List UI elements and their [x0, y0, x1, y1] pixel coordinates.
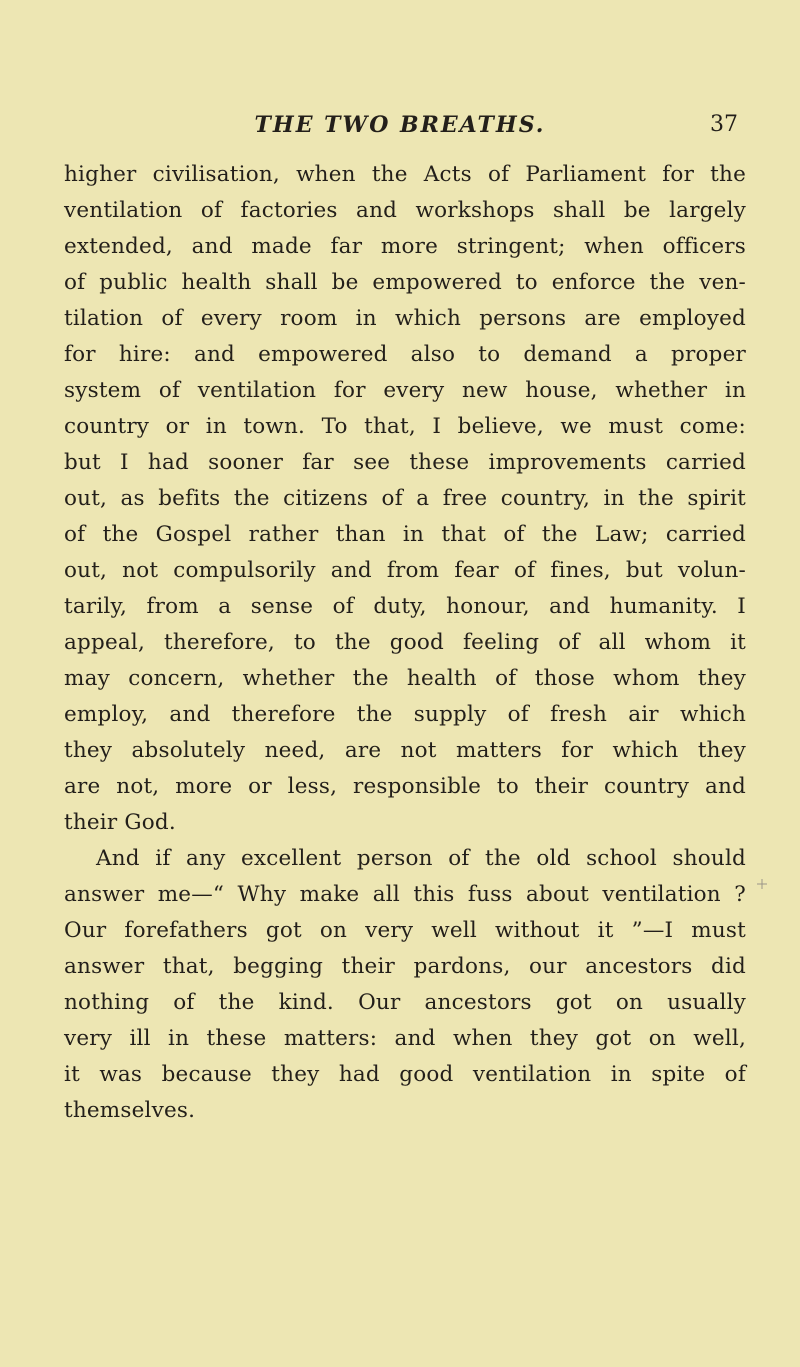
- text-line: answer me—“ Why make all this fuss about ventilation ?: [64, 882, 746, 907]
- text-line: of public health shall be empowered to enforce the ven-: [64, 270, 746, 295]
- text-line: Our forefathers got on very well without it ”—I must: [64, 918, 746, 943]
- text-line: higher civilisation, when the Acts of Parliament for the: [64, 162, 746, 187]
- text-line: are not, more or less, responsible to their country and: [64, 774, 746, 799]
- text-line: tilation of every room in which persons are employed: [64, 306, 746, 331]
- text-line: extended, and made far more stringent; when officers: [64, 234, 746, 259]
- text-line: out, not compulsorily and from fear of fines, but volun-: [64, 558, 746, 583]
- text-line: employ, and therefore the supply of fresh air which: [64, 702, 746, 727]
- text-line: And if any excellent person of the old school should: [96, 846, 746, 871]
- text-line: very ill in these matters: and when they got on well,: [64, 1026, 746, 1051]
- page-number: 37: [710, 112, 738, 137]
- text-line: appeal, therefore, to the good feeling of all whom it: [64, 630, 746, 655]
- text-line: out, as befits the citizens of a free country, in the spirit: [64, 486, 746, 511]
- body-text: [64, 157, 746, 1129]
- text-line: country or in town. To that, I believe, we must come:: [64, 414, 746, 439]
- text-line: but I had sooner far see these improvements carried: [64, 450, 746, 475]
- text-line: tarily, from a sense of duty, honour, and humanity. I: [64, 594, 746, 619]
- running-head: [0, 112, 800, 146]
- text-line: themselves.: [64, 1098, 196, 1123]
- running-title: THE TWO BREATHS.: [254, 112, 546, 138]
- paragraph-2: [64, 841, 746, 1129]
- text-line: ventilation of factories and workshops shall be largely: [64, 198, 746, 223]
- text-line: of the Gospel rather than in that of the Law; carried: [64, 522, 746, 547]
- text-line: they absolutely need, are not matters for which they: [64, 738, 746, 763]
- text-line: for hire: and empowered also to demand a proper: [64, 342, 746, 367]
- text-line: their God.: [64, 810, 176, 835]
- text-line: nothing of the kind. Our ancestors got on usually: [64, 990, 746, 1015]
- text-line: answer that, begging their pardons, our ancestors did: [64, 954, 746, 979]
- text-line: it was because they had good ventilation in spite of: [64, 1062, 746, 1087]
- margin-mark-icon: [755, 877, 769, 891]
- paragraph-1: [64, 157, 746, 841]
- text-line: system of ventilation for every new house, whether in: [64, 378, 746, 403]
- text-line: may concern, whether the health of those whom they: [64, 666, 746, 691]
